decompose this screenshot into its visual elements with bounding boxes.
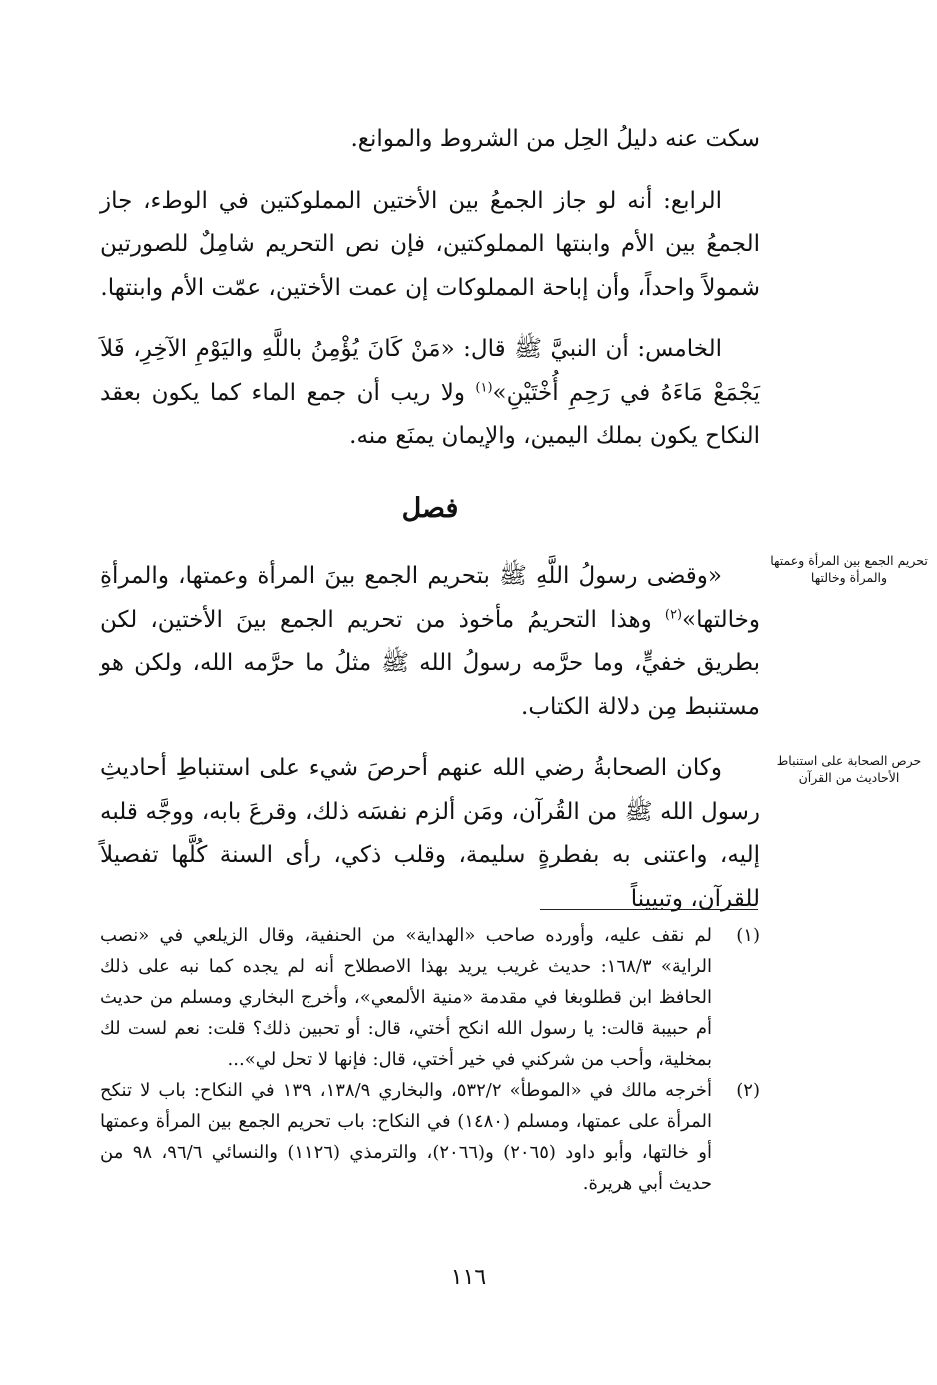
footnote-separator xyxy=(540,909,758,910)
main-text-block-2 xyxy=(100,555,760,921)
side-note-1: تحريم الجمع بين المرأة وعمتها والمرأة وخالتها xyxy=(770,553,928,585)
footnotes xyxy=(100,920,760,1199)
side-note-2: حرص الصحابة على استنباط الأحاديث من القرآن xyxy=(776,753,922,785)
main-text-block-1 xyxy=(100,118,760,459)
footnote-2 xyxy=(100,1075,760,1199)
footnote-number: (١) xyxy=(736,925,760,946)
footnote-ref-2: (٢) xyxy=(664,606,683,622)
paragraph-5: وكان الصحابةُ رضي الله عنهم أحرصَ شيء على استنباطِ أحاديثِ رسول الله ﷺ من القُرآن، ومَن ألزم نفسَه ذلك، وقرعَ بابه، ووجَّه قلبه إليه، واعتنى به بفطرةٍ سليمة، وقلب ذكي، رأى السنة كُلَّها تفصيلاً للقرآن، وتبييناً xyxy=(100,755,760,912)
page-number: ١١٦ xyxy=(450,1265,487,1290)
paragraph-1: سكت عنه دليلُ الحِل من الشروط والموانع. xyxy=(350,126,760,152)
paragraph-3-continuation: ولا ريب أن جمع الماء كما يكون بعقد النكاح يكون بملك اليمين، والإيمان يمنَع منه. xyxy=(100,379,760,449)
section-heading: فصل xyxy=(401,493,459,524)
footnote-text: لم نقف عليه، وأورده صاحب «الهداية» من الحنفية، وقال الزيلعي في «نصب الراية» ١٦٨/٣: حديث غريب يريد بهذا الاصطلاح أنه لم يجده كما نبه على ذلك الحافظ ابن قطلوبغا في مقدمة «منية الألمعي»، وأخرج البخاري ومسلم من حديث أم حبيبة قالت: يا رسول الله انكح أختي، قال: أو تحبين ذلك؟ قلت: نعم لست لك بمخلية، وأحب من شركني في خير أختي، قال: فإنها لا تحل لي»... xyxy=(100,925,713,1070)
paragraph-4-continuation: وهذا التحريمُ مأخوذ من تحريم الجمع بينَ الأختين، لكن بطريق خفيٍّ، وما حرَّمه رسولُ الله ﷺ مثلُ ما حرَّمه الله، ولكن هو مستنبط مِن دلالة الكتاب. xyxy=(100,606,760,720)
paragraph-4 xyxy=(100,555,760,729)
paragraph-4-text: «وقضى رسولُ اللَّهِ ﷺ بتحريم الجمع بينَ المرأة وعمتها، والمرأةِ وخالتها» xyxy=(100,563,760,633)
footnote-text: أخرجه مالك في «الموطأ» ٥٣٢/٢، والبخاري ١٣٨/٩، ١٣٩ في النكاح: باب لا تنكح المرأة على عمتها، ومسلم (١٤٨٠) في النكاح: باب تحريم الجمع بين المرأة وعمتها أو خالتها، وأبو داود (٢٠٦٥) و(٢٠٦٦)، والترمذي (١١٢٦) والنسائي ٩٦/٦، ٩٨ من حديث أبي هريرة. xyxy=(100,1080,713,1194)
footnote-1 xyxy=(100,920,760,1075)
paragraph-3 xyxy=(100,328,760,459)
footnote-number: (٢) xyxy=(736,1080,760,1101)
footnote-ref-1: (١) xyxy=(475,379,493,395)
paragraph-2: الرابع: أنه لو جاز الجمعُ بين الأختين المملوكتين في الوطء، جاز الجمعُ بين الأم وابنتها المملوكتين، فإن نص التحريم شامِلٌ للصورتين شمولاً واحداً، وأن إباحة المملوكات إن عمت الأختين، عمّت الأم وابنتها. xyxy=(100,187,760,301)
paragraph-3-text: الخامس: أن النبيَّ ﷺ قال: «مَنْ كَانَ يُؤْمِنُ باللَّهِ واليَوْمِ الآخِرِ، فَلاَ يَجْمَعْ مَاءَهُ في رَحِمِ أُخْتَيْنِ» xyxy=(100,336,760,406)
